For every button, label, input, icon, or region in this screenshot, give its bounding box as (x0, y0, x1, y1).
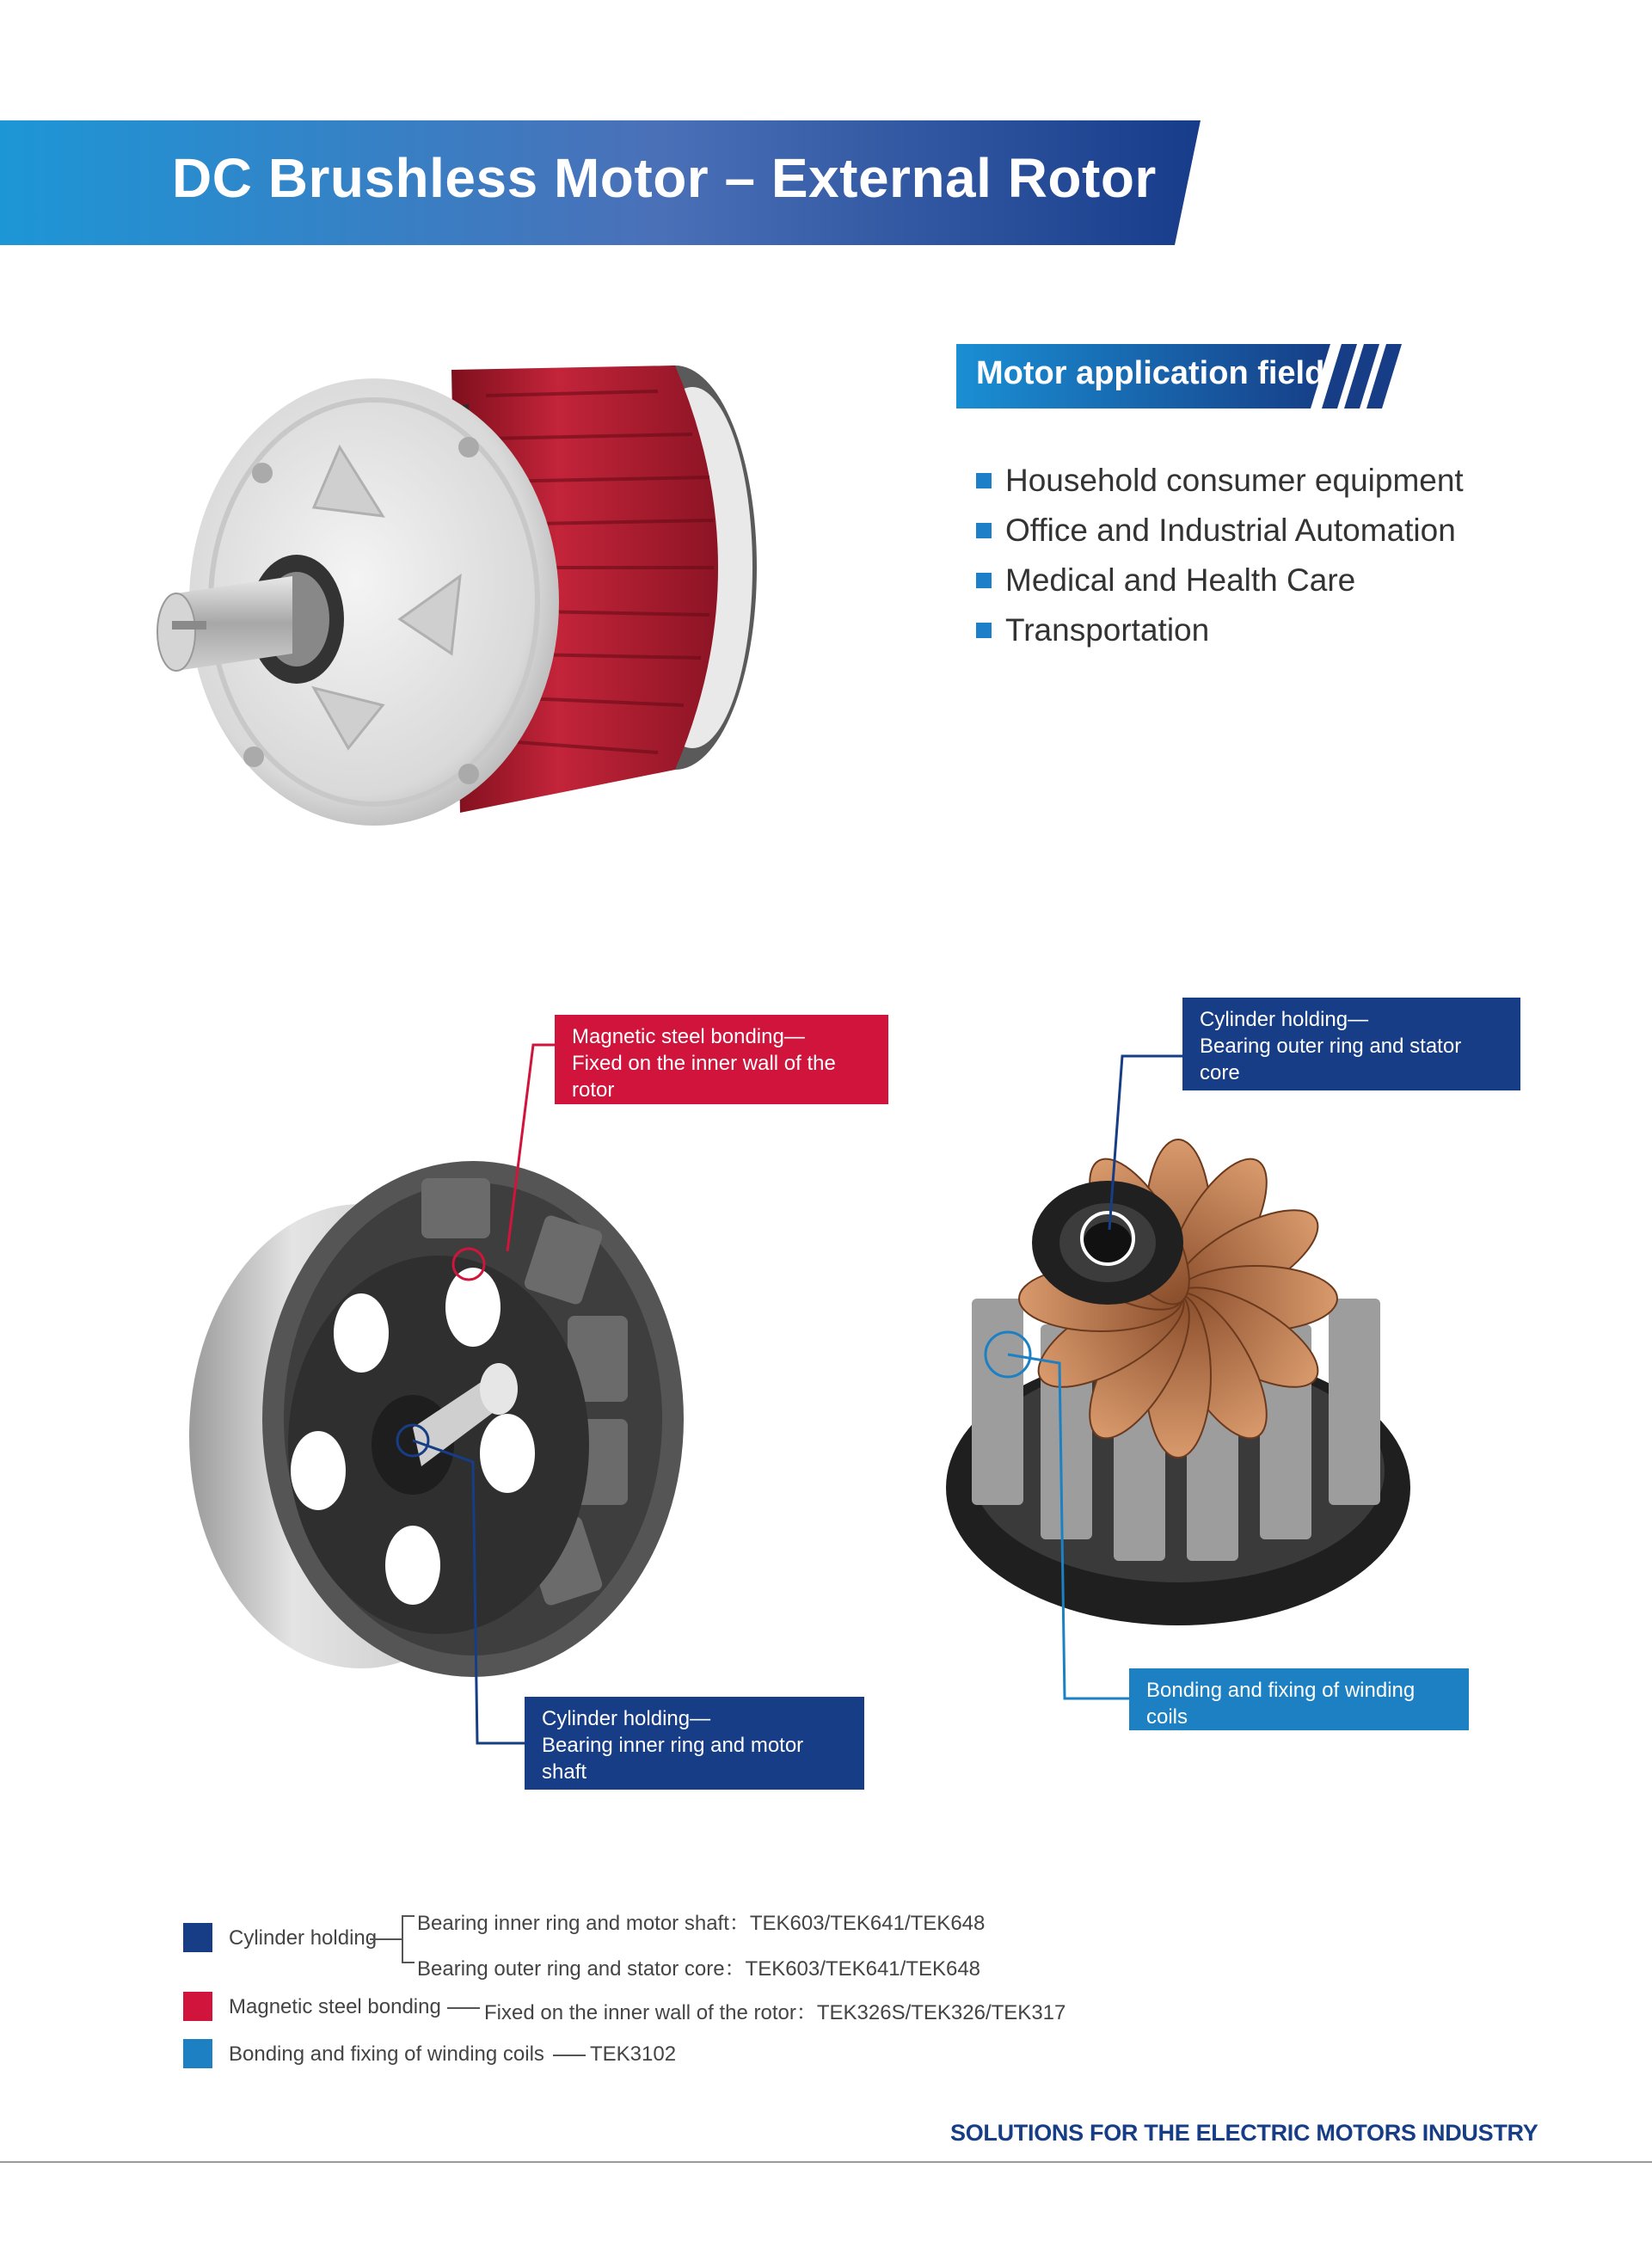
legend-label-magnet: Magnetic steel bonding (229, 1995, 441, 2018)
list-item: Medical and Health Care (976, 556, 1464, 605)
callout-magnetic-steel-bonding: Magnetic steel bonding— Fixed on the inner wall of the rotor TEK326S/TEK326/TEK317 (555, 1015, 888, 1104)
footer-slogan: SOLUTIONS FOR THE ELECTRIC MOTORS INDUSTRY (950, 2120, 1538, 2146)
legend-magnet-detail: Fixed on the inner wall of the rotor：TEK326S/TEK326/TEK317 (484, 2001, 1066, 2024)
application-field-heading: Motor application field (976, 355, 1325, 391)
callout-winding-coils: Bonding and fixing of winding coils TEK3102 (1129, 1668, 1469, 1730)
legend-label-coil: Bonding and fixing of winding coils (229, 2042, 544, 2066)
legend-connector (447, 2007, 480, 2009)
legend-swatch-navy (183, 1923, 212, 1952)
page-title: DC Brushless Motor – External Rotor (172, 147, 1157, 209)
legend-label-cylinder: Cylinder holding (229, 1926, 378, 1950)
legend-cylinder-inner: Bearing inner ring and motor shaft：TEK603/TEK641/TEK648 (417, 1912, 986, 1935)
list-item: Office and Industrial Automation (976, 506, 1464, 556)
legend-bracket (370, 1911, 421, 1971)
legend-swatch-blue (183, 2039, 212, 2068)
callout-cylinder-holding-inner: Cylinder holding— Bearing inner ring and motor shaft TEK603/TEK641/TEK648 (525, 1697, 864, 1790)
footer-divider (0, 2161, 1652, 2163)
legend-cylinder-outer: Bearing outer ring and stator core：TEK603/TEK641/TEK648 (417, 1957, 981, 1981)
legend-coil-detail: TEK3102 (590, 2042, 677, 2066)
legend-swatch-red (183, 1992, 212, 2021)
list-item: Household consumer equipment (976, 456, 1464, 506)
legend-connector (553, 2055, 586, 2056)
list-item: Transportation (976, 605, 1464, 655)
callout-cylinder-holding-outer: Cylinder holding— Bearing outer ring and stator core TEK603/TEK641/TEK648 (1182, 998, 1520, 1090)
